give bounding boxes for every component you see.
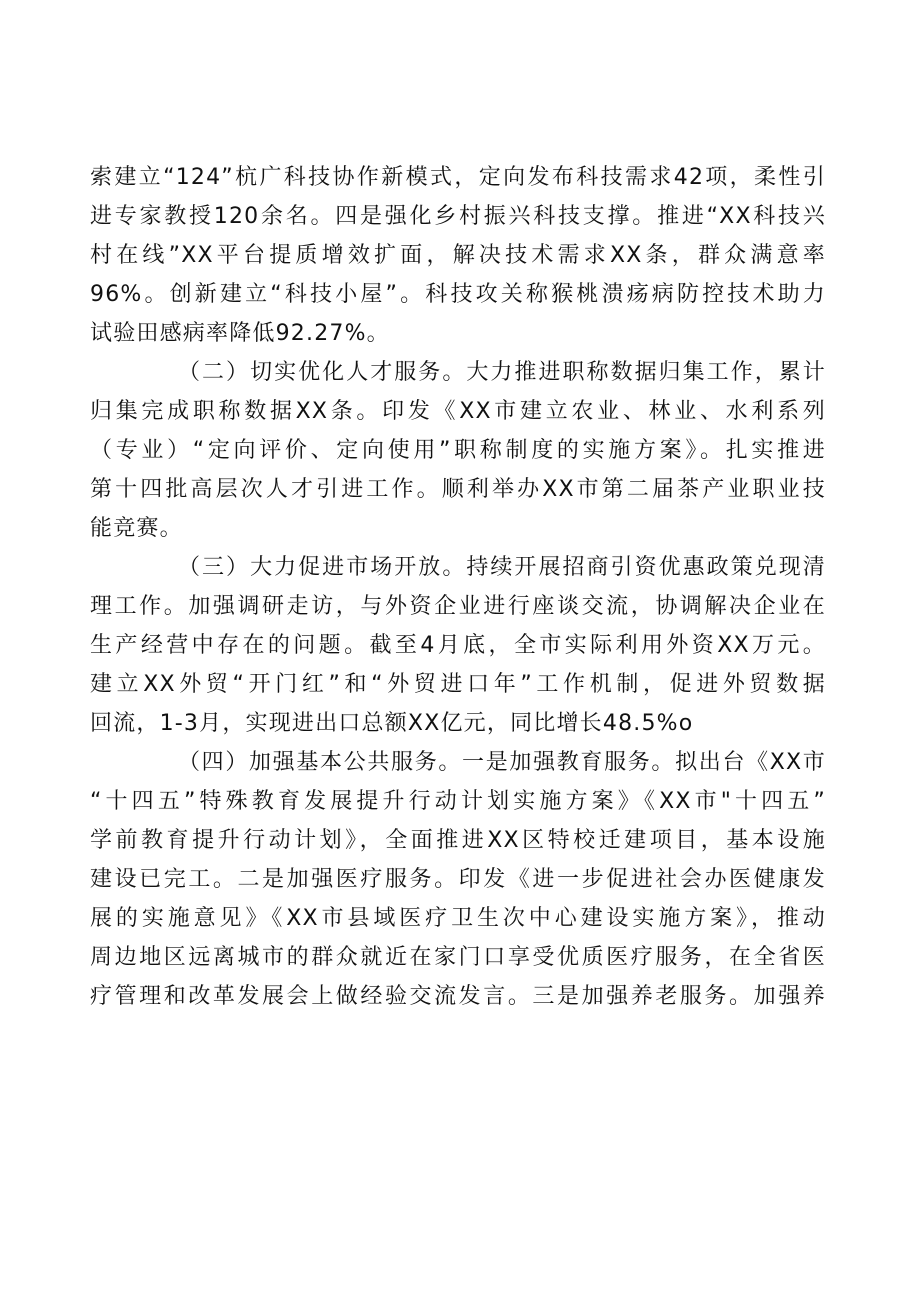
text-line: （专业）“定向评价、定向使用”职称制度的实施方案》。扎实推进 xyxy=(90,438,826,463)
text-line: 建立XX外贸“开门红”和“外贸进口年”工作机制，促进外贸数据 xyxy=(90,672,826,697)
section-heading-line: （四）加强基本公共服务。一是加强教育服务。拟出台《XX市 xyxy=(178,750,826,775)
text-line: 村在线”XX平台提质增效扩面，解决技术需求XX条，群众满意率 xyxy=(90,243,826,268)
section-heading-line: （二）切实优化人才服务。大力推进职称数据归集工作，累计 xyxy=(178,360,826,385)
text-line: 96%。创新建立“科技小屋”。科技攻关称猴桃溃疡病防控技术助力 xyxy=(90,282,826,307)
text-line: 索建立“124”杭广科技协作新模式，定向发布科技需求42项，柔性引 xyxy=(90,165,826,190)
text-line: 能竞赛。 xyxy=(90,516,183,541)
text-line: 试验田感病率降低92.27%。 xyxy=(90,321,390,346)
text-line: 进专家教授120余名。四是强化乡村振兴科技支撑。推进“XX科技兴 xyxy=(90,204,826,229)
text-line: “十四五”特殊教育发展提升行动计划实施方案》《XX市"十四五” xyxy=(90,789,826,814)
text-line: 学前教育提升行动计划》，全面推进XX区特校迁建项目，基本设施 xyxy=(90,828,826,853)
text-line: 生产经营中存在的问题。截至4月底，全市实际利用外资XX万元。 xyxy=(90,633,826,658)
text-line: 理工作。加强调研走访，与外资企业进行座谈交流，协调解决企业在 xyxy=(90,594,826,619)
text-line: 疗管理和改革发展会上做经验交流发言。三是加强养老服务。加强养 xyxy=(90,984,826,1009)
text-line: 周边地区远离城市的群众就近在家门口享受优质医疗服务，在全省医 xyxy=(90,945,826,970)
text-line: 展的实施意见》《XX市县域医疗卫生次中心建设实施方案》，推动 xyxy=(90,906,826,931)
text-line: 回流，1-3月，实现进出口总额XX亿元，同比增长48.5%o xyxy=(90,711,694,736)
section-heading-line: （三）大力促进市场开放。持续开展招商引资优惠政策兑现清 xyxy=(178,555,826,580)
text-line: 建设已完工。二是加强医疗服务。印发《进一步促进社会办医健康发 xyxy=(90,867,826,892)
text-line: 第十四批高层次人才引进工作。顺利举办XX市第二届茶产业职业技 xyxy=(90,477,826,502)
text-line: 归集完成职称数据XX条。印发《XX市建立农业、林业、水利系列 xyxy=(90,399,826,424)
document-body xyxy=(90,158,826,1016)
